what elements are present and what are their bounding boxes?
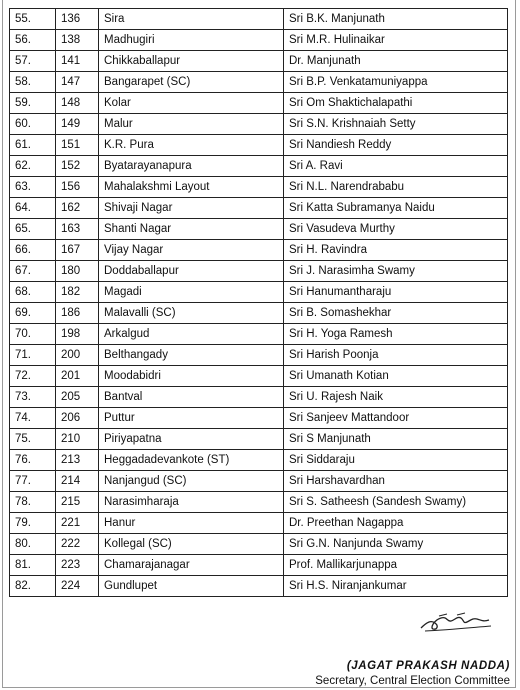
candidate-name-cell: Sri S.N. Krishnaiah Setty [284, 114, 508, 135]
table-row [10, 324, 508, 345]
serial-number-cell: 66. [10, 240, 56, 261]
constituency-name-cell: Chikkaballapur [99, 51, 284, 72]
constituency-name-cell: Sira [99, 9, 284, 30]
constituency-number-cell: 151 [56, 135, 99, 156]
constituency-name-cell: Kollegal (SC) [99, 534, 284, 555]
constituency-number-cell: 214 [56, 471, 99, 492]
candidate-name-cell: Sri M.R. Hulinaikar [284, 30, 508, 51]
constituency-number-cell: 205 [56, 387, 99, 408]
signatory-title: Secretary, Central Election Committee [315, 675, 510, 687]
serial-number-cell: 56. [10, 30, 56, 51]
constituency-number-cell: 222 [56, 534, 99, 555]
candidate-name-cell: Sri Harshavardhan [284, 471, 508, 492]
candidate-name-cell: Dr. Preethan Nagappa [284, 513, 508, 534]
constituency-number-cell: 201 [56, 366, 99, 387]
constituency-name-cell: Narasimharaja [99, 492, 284, 513]
constituency-name-cell: Hanur [99, 513, 284, 534]
candidate-name-cell: Sri Siddaraju [284, 450, 508, 471]
table-row [10, 366, 508, 387]
table-row [10, 51, 508, 72]
candidate-name-cell: Sri J. Narasimha Swamy [284, 261, 508, 282]
constituency-name-cell: Gundlupet [99, 576, 284, 597]
constituency-number-cell: 147 [56, 72, 99, 93]
serial-number-cell: 74. [10, 408, 56, 429]
candidate-name-cell: Sri Hanumantharaju [284, 282, 508, 303]
table-row [10, 555, 508, 576]
constituency-name-cell: Doddaballapur [99, 261, 284, 282]
serial-number-cell: 68. [10, 282, 56, 303]
candidate-name-cell: Prof. Mallikarjunappa [284, 555, 508, 576]
constituency-number-cell: 148 [56, 93, 99, 114]
candidate-name-cell: Sri S Manjunath [284, 429, 508, 450]
constituency-number-cell: 167 [56, 240, 99, 261]
constituency-name-cell: Mahalakshmi Layout [99, 177, 284, 198]
serial-number-cell: 60. [10, 114, 56, 135]
serial-number-cell: 72. [10, 366, 56, 387]
serial-number-cell: 55. [10, 9, 56, 30]
candidate-name-cell: Sri B.K. Manjunath [284, 9, 508, 30]
constituency-number-cell: 215 [56, 492, 99, 513]
constituency-name-cell: Madhugiri [99, 30, 284, 51]
table-row [10, 492, 508, 513]
table-row [10, 198, 508, 219]
table-row [10, 219, 508, 240]
constituency-number-cell: 162 [56, 198, 99, 219]
signatory-name: (JAGAT PRAKASH NADDA) [346, 660, 510, 672]
candidate-name-cell: Sri Vasudeva Murthy [284, 219, 508, 240]
candidate-name-cell: Sri H. Ravindra [284, 240, 508, 261]
serial-number-cell: 67. [10, 261, 56, 282]
table-row [10, 30, 508, 51]
constituency-name-cell: Vijay Nagar [99, 240, 284, 261]
constituency-number-cell: 163 [56, 219, 99, 240]
constituency-name-cell: Heggadadevankote (ST) [99, 450, 284, 471]
serial-number-cell: 76. [10, 450, 56, 471]
table-row [10, 156, 508, 177]
candidate-name-cell: Sri B.P. Venkatamuniyappa [284, 72, 508, 93]
constituency-number-cell: 141 [56, 51, 99, 72]
table-row [10, 408, 508, 429]
serial-number-cell: 61. [10, 135, 56, 156]
candidate-list-body [10, 9, 508, 597]
serial-number-cell: 82. [10, 576, 56, 597]
serial-number-cell: 58. [10, 72, 56, 93]
table-row [10, 345, 508, 366]
serial-number-cell: 65. [10, 219, 56, 240]
serial-number-cell: 81. [10, 555, 56, 576]
table-row [10, 576, 508, 597]
table-row [10, 513, 508, 534]
table-row [10, 72, 508, 93]
candidate-name-cell: Sri Harish Poonja [284, 345, 508, 366]
candidate-name-cell: Sri A. Ravi [284, 156, 508, 177]
table-row [10, 114, 508, 135]
constituency-name-cell: Piriyapatna [99, 429, 284, 450]
constituency-number-cell: 180 [56, 261, 99, 282]
constituency-name-cell: Kolar [99, 93, 284, 114]
candidate-list-table [9, 8, 508, 597]
constituency-number-cell: 221 [56, 513, 99, 534]
constituency-name-cell: Belthangady [99, 345, 284, 366]
constituency-number-cell: 136 [56, 9, 99, 30]
serial-number-cell: 80. [10, 534, 56, 555]
serial-number-cell: 70. [10, 324, 56, 345]
constituency-name-cell: Malur [99, 114, 284, 135]
serial-number-cell: 71. [10, 345, 56, 366]
table-row [10, 177, 508, 198]
constituency-number-cell: 206 [56, 408, 99, 429]
table-row [10, 303, 508, 324]
constituency-name-cell: Shivaji Nagar [99, 198, 284, 219]
constituency-name-cell: Byatarayanapura [99, 156, 284, 177]
table-row [10, 429, 508, 450]
constituency-number-cell: 200 [56, 345, 99, 366]
table-row [10, 387, 508, 408]
serial-number-cell: 62. [10, 156, 56, 177]
constituency-name-cell: K.R. Pura [99, 135, 284, 156]
constituency-name-cell: Nanjangud (SC) [99, 471, 284, 492]
constituency-name-cell: Arkalgud [99, 324, 284, 345]
candidate-name-cell: Sri H.S. Niranjankumar [284, 576, 508, 597]
candidate-name-cell: Dr. Manjunath [284, 51, 508, 72]
serial-number-cell: 79. [10, 513, 56, 534]
table-row [10, 135, 508, 156]
candidate-name-cell: Sri B. Somashekhar [284, 303, 508, 324]
constituency-name-cell: Chamarajanagar [99, 555, 284, 576]
constituency-name-cell: Magadi [99, 282, 284, 303]
table-row [10, 240, 508, 261]
constituency-number-cell: 182 [56, 282, 99, 303]
table-row [10, 471, 508, 492]
candidate-name-cell: Sri Katta Subramanya Naidu [284, 198, 508, 219]
constituency-name-cell: Bangarapet (SC) [99, 72, 284, 93]
table-row [10, 9, 508, 30]
serial-number-cell: 57. [10, 51, 56, 72]
table-row [10, 534, 508, 555]
constituency-name-cell: Shanti Nagar [99, 219, 284, 240]
candidate-name-cell: Sri H. Yoga Ramesh [284, 324, 508, 345]
constituency-number-cell: 138 [56, 30, 99, 51]
candidate-name-cell: Sri S. Satheesh (Sandesh Swamy) [284, 492, 508, 513]
handwritten-signature [417, 606, 497, 636]
constituency-number-cell: 149 [56, 114, 99, 135]
serial-number-cell: 69. [10, 303, 56, 324]
serial-number-cell: 77. [10, 471, 56, 492]
constituency-name-cell: Puttur [99, 408, 284, 429]
constituency-name-cell: Malavalli (SC) [99, 303, 284, 324]
candidate-name-cell: Sri Umanath Kotian [284, 366, 508, 387]
candidate-name-cell: Sri Nandiesh Reddy [284, 135, 508, 156]
table-row [10, 450, 508, 471]
serial-number-cell: 63. [10, 177, 56, 198]
constituency-number-cell: 224 [56, 576, 99, 597]
serial-number-cell: 75. [10, 429, 56, 450]
candidate-name-cell: Sri U. Rajesh Naik [284, 387, 508, 408]
constituency-number-cell: 213 [56, 450, 99, 471]
candidate-name-cell: Sri N.L. Narendrababu [284, 177, 508, 198]
table-row [10, 261, 508, 282]
constituency-name-cell: Moodabidri [99, 366, 284, 387]
serial-number-cell: 64. [10, 198, 56, 219]
candidate-name-cell: Sri G.N. Nanjunda Swamy [284, 534, 508, 555]
table-row [10, 93, 508, 114]
constituency-number-cell: 152 [56, 156, 99, 177]
constituency-number-cell: 186 [56, 303, 99, 324]
serial-number-cell: 78. [10, 492, 56, 513]
serial-number-cell: 73. [10, 387, 56, 408]
constituency-number-cell: 198 [56, 324, 99, 345]
constituency-name-cell: Bantval [99, 387, 284, 408]
candidate-name-cell: Sri Sanjeev Mattandoor [284, 408, 508, 429]
candidate-name-cell: Sri Om Shaktichalapathi [284, 93, 508, 114]
serial-number-cell: 59. [10, 93, 56, 114]
table-row [10, 282, 508, 303]
constituency-number-cell: 223 [56, 555, 99, 576]
constituency-number-cell: 210 [56, 429, 99, 450]
constituency-number-cell: 156 [56, 177, 99, 198]
